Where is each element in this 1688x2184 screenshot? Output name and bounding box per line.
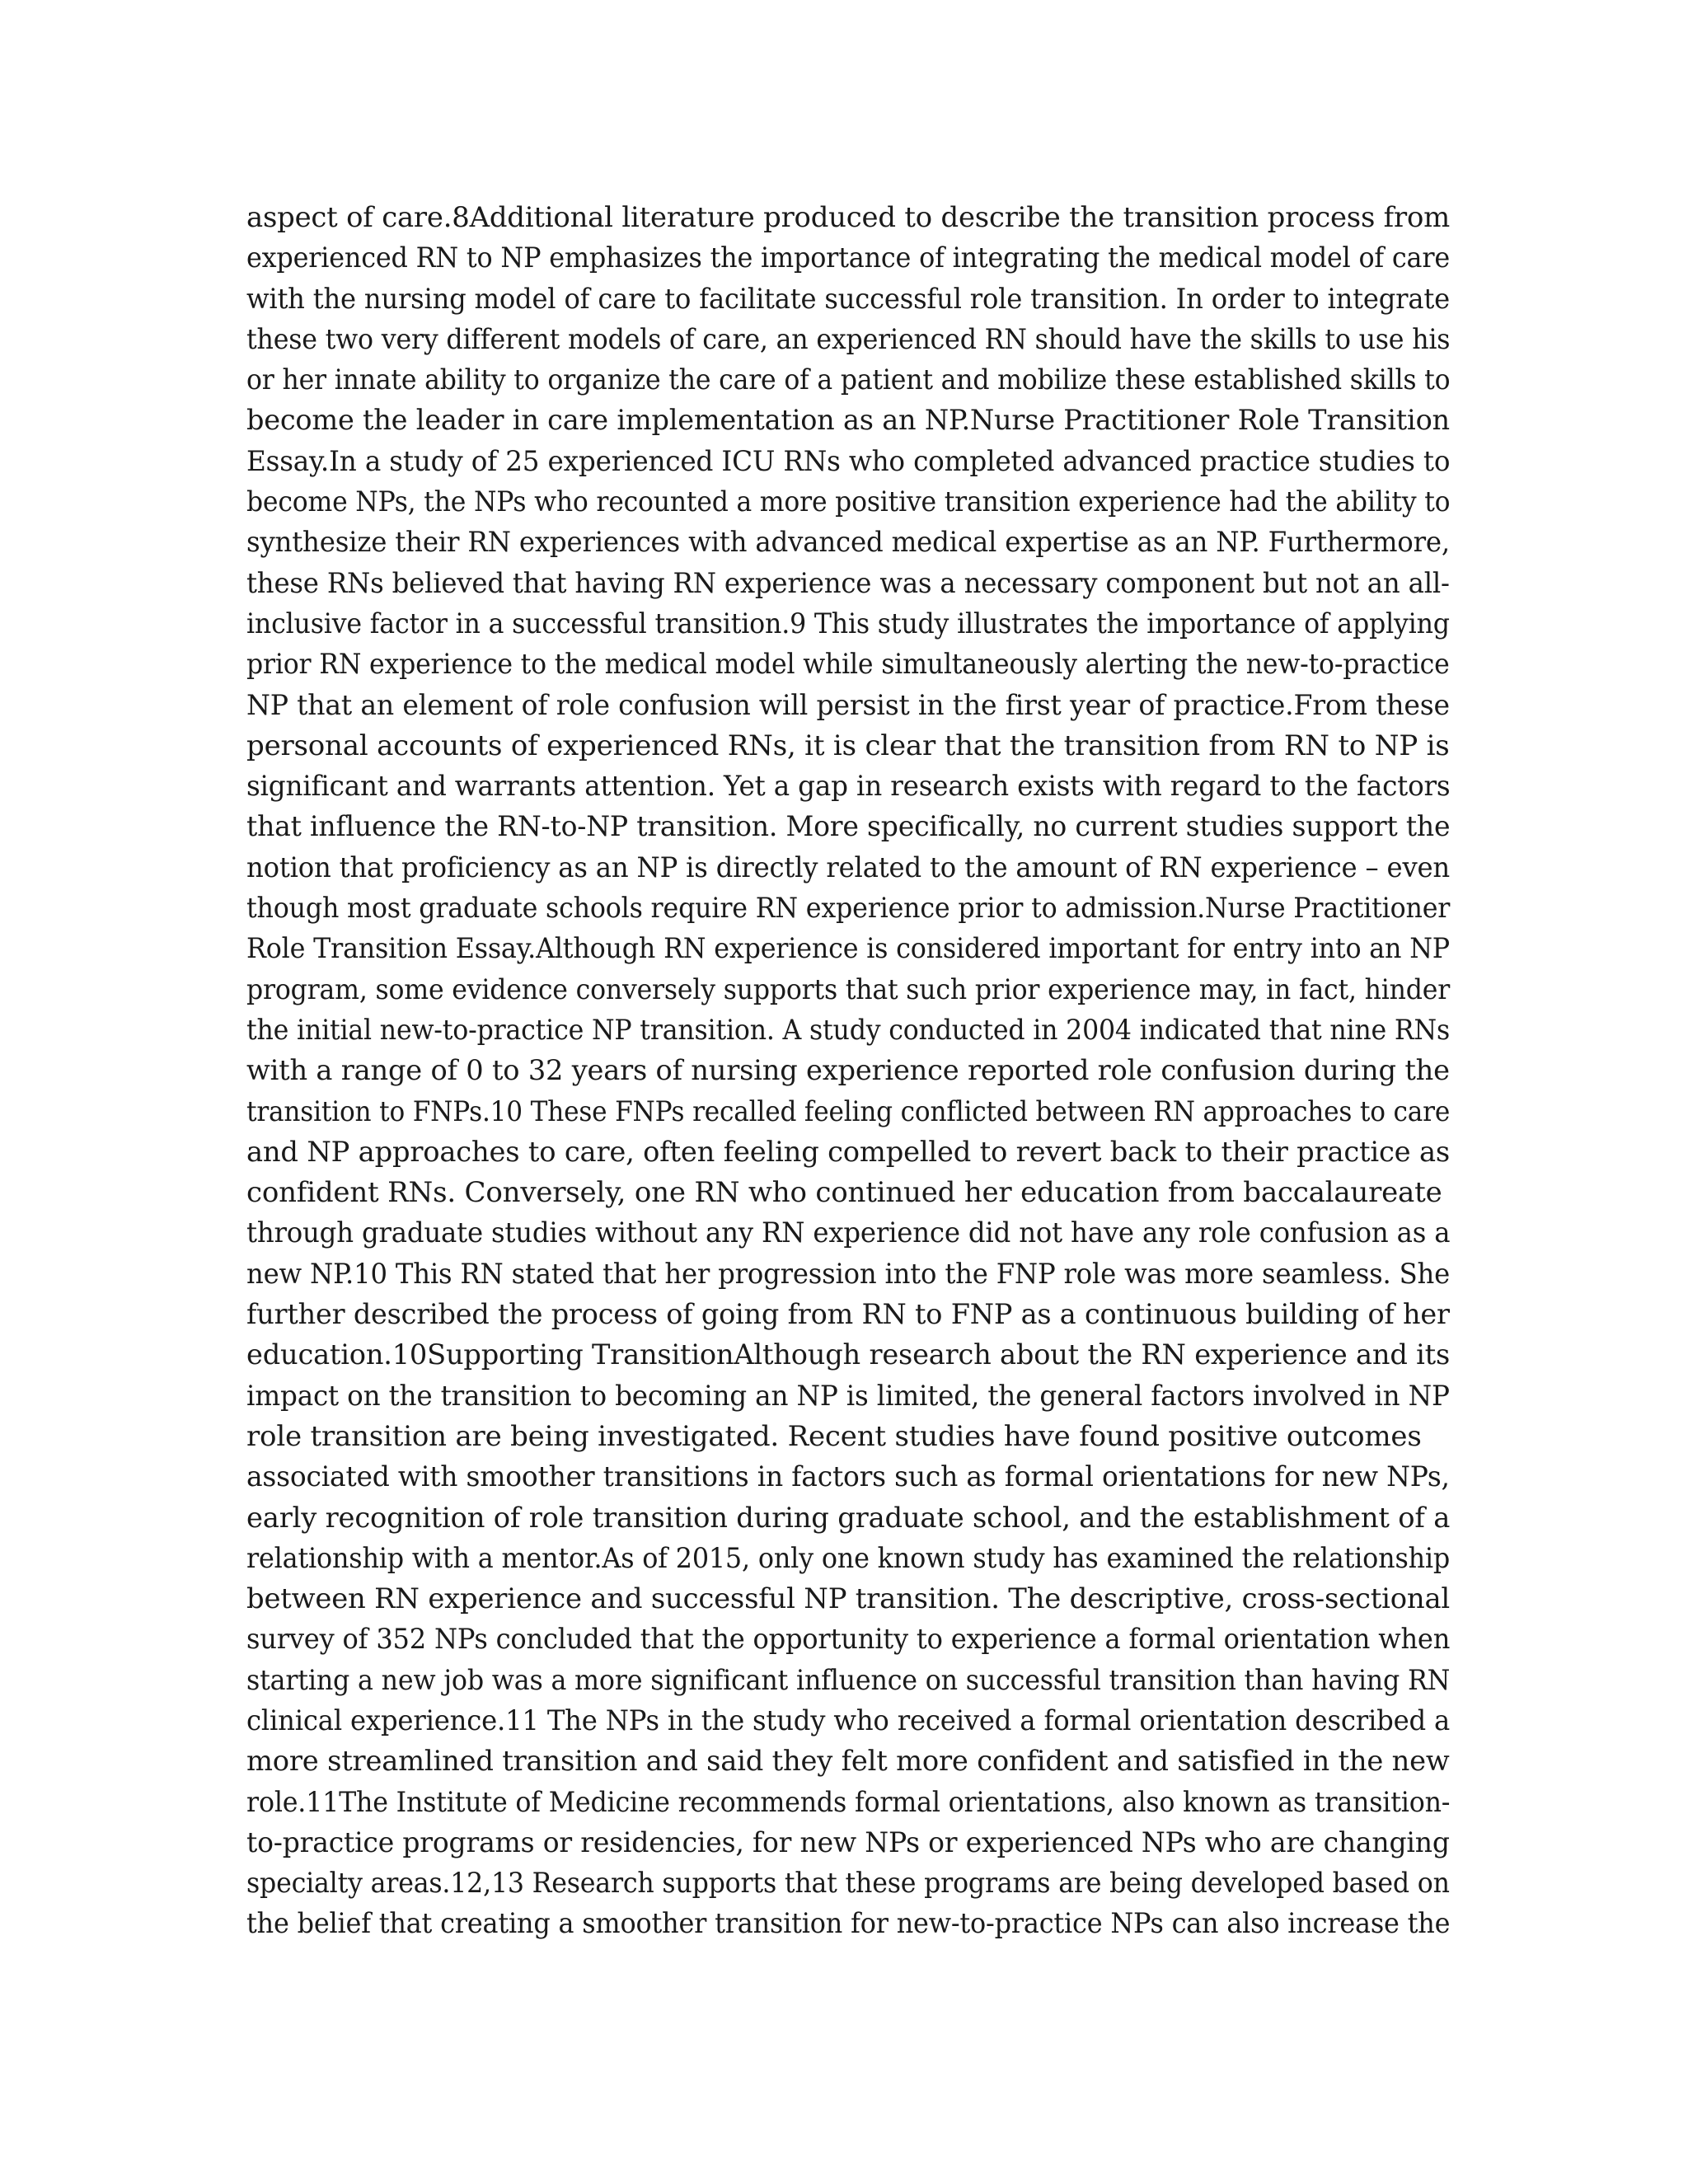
text-line: and NP approaches to care, often feeling compelled to revert back to their practice as	[246, 1135, 1450, 1169]
text-line: impact on the transition to becoming an NP is limited, the general factors involved in NP	[246, 1379, 1450, 1413]
text-line: specialty areas.12,13 Research supports that these programs are being developed based on	[246, 1867, 1450, 1900]
text-line: these two very different models of care, an experienced RN should have the skills to use his	[246, 322, 1451, 356]
text-line: program, some evidence conversely supports that such prior experience may, in fact, hinder	[246, 972, 1451, 1006]
text-line: inclusive factor in a successful transition.9 This study illustrates the importance of applying	[246, 607, 1450, 640]
text-line: or her innate ability to organize the care of a patient and mobilize these established skills to	[246, 363, 1451, 397]
text-line: experienced RN to NP emphasizes the importance of integrating the medical model of care	[246, 241, 1451, 275]
text-line: personal accounts of experienced RNs, it is clear that the transition from RN to NP is	[246, 729, 1450, 762]
text-line: confident RNs. Conversely, one RN who continued her education from baccalaureate	[246, 1176, 1442, 1210]
text-line: between RN experience and successful NP transition. The descriptive, cross-sectional	[246, 1582, 1451, 1616]
text-line: relationship with a mentor.As of 2015, only one known study has examined the relationship	[246, 1541, 1451, 1575]
text-line: notion that proficiency as an NP is directly related to the amount of RN experience – even	[246, 851, 1451, 884]
text-line: role.11The Institute of Medicine recommends formal orientations, also known as transition-	[246, 1785, 1451, 1819]
text-line: education.10Supporting TransitionAlthough research about the RN experience and its	[246, 1338, 1451, 1372]
body-text	[246, 198, 1450, 1945]
text-line: the belief that creating a smoother transition for new-to-practice NPs can also increase the	[246, 1907, 1451, 1941]
text-line: these RNs believed that having RN experience was a necessary component but not an all-	[246, 566, 1450, 600]
text-line: become NPs, the NPs who recounted a more positive transition experience had the ability to	[246, 485, 1451, 519]
text-line: survey of 352 NPs concluded that the opportunity to experience a formal orientation when	[246, 1623, 1451, 1657]
text-line: transition to FNPs.10 These FNPs recalled feeling conflicted between RN approaches to care	[246, 1094, 1451, 1128]
text-line: become the leader in care implementation as an NP.Nurse Practitioner Role Transition	[246, 404, 1450, 438]
text-line: clinical experience.11 The NPs in the study who received a formal orientation described a	[246, 1704, 1451, 1737]
text-line: associated with smoother transitions in factors such as formal orientations for new NPs,	[246, 1460, 1450, 1494]
text-line: though most graduate schools require RN experience prior to admission.Nurse Practitioner	[246, 892, 1451, 926]
text-line: to-practice programs or residencies, for new NPs or experienced NPs who are changing	[246, 1825, 1450, 1859]
text-line: early recognition of role transition during graduate school, and the establishment of a	[246, 1501, 1451, 1535]
text-line: the initial new-to-practice NP transition. A study conducted in 2004 indicated that nine RNs	[246, 1013, 1450, 1047]
text-line: new NP.10 This RN stated that her progression into the FNP role was more seamless. She	[246, 1257, 1451, 1291]
text-line: Role Transition Essay.Although RN experience is considered important for entry into an NP	[246, 932, 1450, 966]
text-line: Essay.In a study of 25 experienced ICU RNs who completed advanced practice studies to	[246, 444, 1451, 478]
text-line: through graduate studies without any RN experience did not have any role confusion as a	[246, 1216, 1451, 1250]
text-line: aspect of care.8Additional literature produced to describe the transition process from	[246, 201, 1451, 234]
text-line: with the nursing model of care to facilitate successful role transition. In order to integrate	[246, 282, 1450, 316]
text-line: starting a new job was a more significant influence on successful transition than having RN	[246, 1663, 1451, 1697]
text-line: NP that an element of role confusion will persist in the first year of practice.From these	[246, 688, 1450, 722]
text-line: significant and warrants attention. Yet a gap in research exists with regard to the factors	[246, 770, 1451, 804]
text-line: further described the process of going from RN to FNP as a continuous building of her	[246, 1298, 1450, 1332]
text-line: prior RN experience to the medical model while simultaneously alerting the new-to-practice	[246, 648, 1450, 682]
text-line: role transition are being investigated. Recent studies have found positive outcomes	[246, 1419, 1422, 1453]
text-line: more streamlined transition and said they felt more confident and satisfied in the new	[246, 1745, 1450, 1779]
text-line: that influence the RN-to-NP transition. More specifically, no current studies support the	[246, 810, 1451, 844]
text-line: with a range of 0 to 32 years of nursing experience reported role confusion during the	[246, 1054, 1450, 1088]
text-line: synthesize their RN experiences with advanced medical expertise as an NP. Furthermore,	[246, 526, 1450, 560]
